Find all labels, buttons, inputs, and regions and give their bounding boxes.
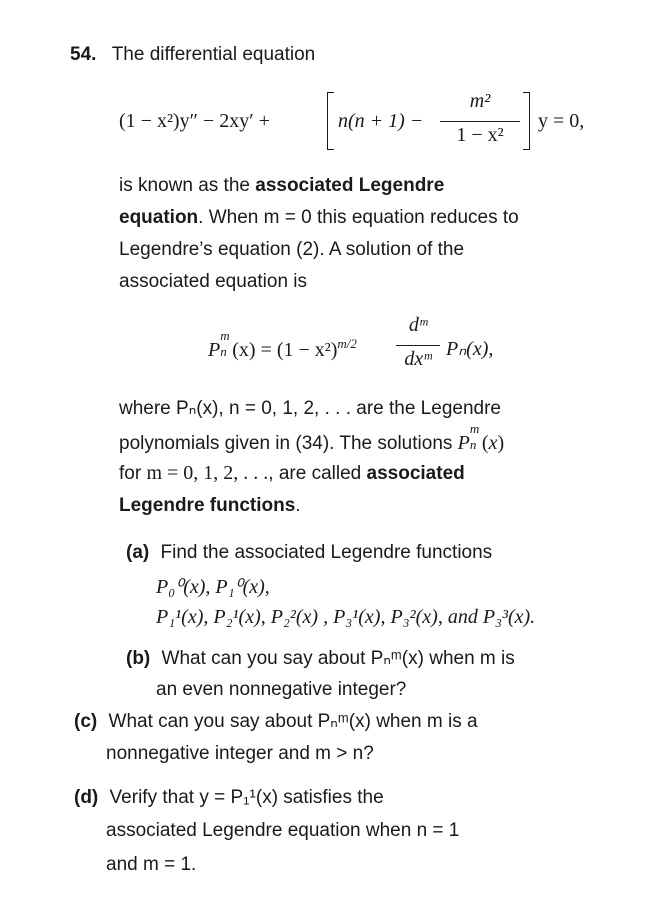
part-a: [126, 542, 492, 564]
part-c-label: (c): [74, 711, 98, 732]
eq2-numerator: dᵐ: [408, 314, 428, 336]
eq1-fraction-bar: [440, 121, 520, 122]
para1-line2: [119, 207, 519, 229]
eq1-inner: n(n + 1) −: [338, 110, 424, 132]
problem-intro: The differential equation: [111, 44, 316, 65]
text: for: [119, 463, 147, 484]
para2-line2: polynomials given in (34). The solutions P m n (x): [119, 421, 505, 454]
m-values: m = 0, 1, 2, . . .: [146, 462, 269, 484]
eq1-denominator: 1 − x²: [456, 124, 504, 146]
part-a-text: Find the associated Legendre functions: [160, 542, 493, 563]
part-d-line3: and m = 1.: [106, 854, 197, 875]
eq1-left: (1 − x²)y″ − 2xy′ +: [119, 110, 270, 132]
part-d-label: (d): [74, 787, 99, 808]
part-b: [126, 647, 515, 670]
part-d-line2: associated Legendre equation when n = 1: [106, 820, 460, 841]
eq2-left: P m n $(x) = (1 - x^2)^{m/2}$: [208, 328, 357, 361]
problem-number: 54.: [70, 44, 97, 65]
part-a-list2: P₁¹(x), P₂¹(x), P₂²(x) , P₃¹(x), P₃²(x), and P₃³(x).: [156, 606, 536, 628]
part-c-line2: nonnegative integer and m > n?: [106, 743, 374, 764]
eq1-bracket-left: [327, 92, 334, 150]
eq2-left-text: (x) = (1 − x²): [232, 339, 338, 361]
part-a-label: (a): [126, 542, 150, 563]
text: .: [295, 495, 301, 516]
term-legendre-functions: Legendre functions: [119, 495, 296, 516]
para2-line3: [119, 462, 465, 485]
para1-line4: associated equation is: [119, 271, 308, 292]
eq1-right: y = 0,: [538, 110, 585, 132]
part-b-line2: an even nonnegative integer?: [156, 679, 407, 700]
part-d: [74, 787, 384, 809]
term-associated: associated: [366, 463, 465, 484]
part-c: [74, 710, 478, 733]
part-d-text: Verify that y = P₁¹(x) satisfies the: [109, 787, 384, 808]
para1-line1: [119, 175, 444, 197]
part-a-list1: P₀⁰(x), P₁⁰(x),: [156, 576, 270, 598]
part-b-label: (b): [126, 648, 151, 669]
text: . When m = 0 this equation reduces to: [198, 207, 519, 228]
para2-line4: [119, 495, 301, 517]
problem-header: [70, 44, 315, 66]
eq1-bracket-right: [523, 92, 530, 150]
part-b-text: What can you say about Pₙᵐ(x) when m is: [161, 648, 515, 669]
para1-line3: Legendre’s equation (2). A solution of the: [119, 239, 465, 260]
term-associated-legendre: associated Legendre: [255, 175, 445, 196]
para2-line1: where Pₙ(x), n = 0, 1, 2, . . . are the Legendre: [119, 398, 501, 419]
eq1-numerator: m²: [469, 90, 491, 112]
eq2-right: Pₙ(x),: [446, 338, 494, 360]
text: is known as the: [119, 175, 256, 196]
term-equation: equation: [119, 207, 199, 228]
eq2-fraction-bar: [396, 345, 440, 346]
text: , are called: [268, 463, 367, 484]
part-c-text: What can you say about Pₙᵐ(x) when m is a: [108, 711, 478, 732]
eq2-denominator: dxᵐ: [404, 348, 432, 370]
text: polynomials given in (34). The solutions: [119, 433, 458, 454]
eq2-exponent: m/2: [337, 336, 357, 351]
